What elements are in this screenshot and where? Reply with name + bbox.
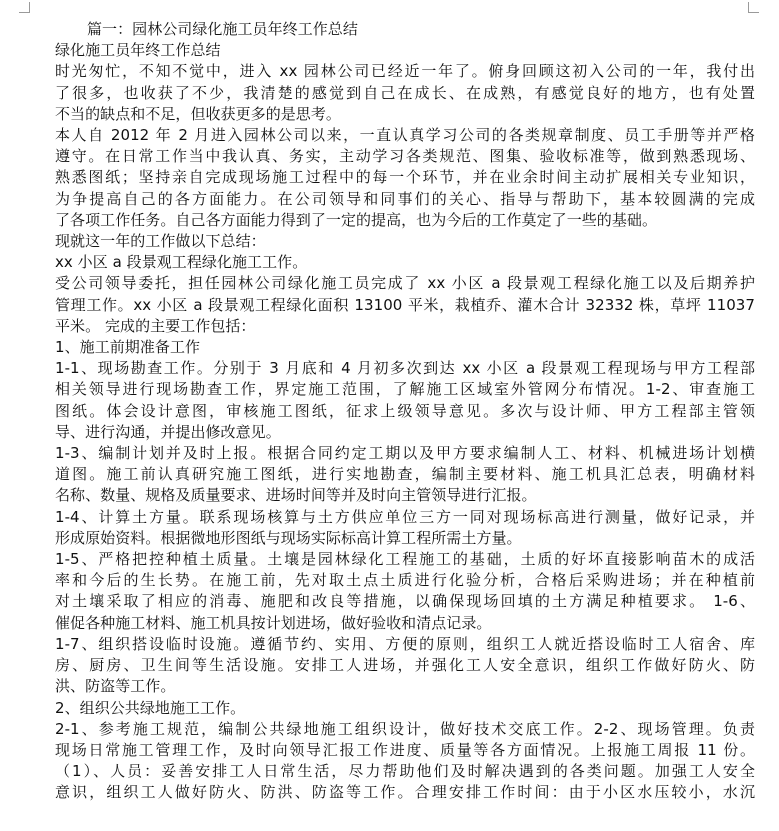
paragraph-line: 意识，组织工人做好防火、防洪、防盗等工作。合理安排工作时间：由于小区水压较小，水沉 bbox=[55, 783, 755, 802]
section-heading: 1、施工前期准备工作 bbox=[55, 338, 201, 357]
paragraph-line: 2-1、参考施工规范，编制公共绿地施工组织设计，做好技术交底工作。2-2、现场管理。负责 bbox=[55, 719, 755, 738]
document-title: 篇一：园林公司绿化施工员年终工作总结 bbox=[87, 20, 358, 38]
paragraph-line: 本人自 2012 年 2 月进入园林公司以来，一直认真学习公司的各类规章制度、员工手册等并严格 bbox=[55, 126, 755, 145]
paragraph-line: 1-5、严格把控种植土质量。土壤是园林绿化工程施工的基础，土质的好坏直接影响苗木的成活 bbox=[55, 550, 755, 569]
paragraph-line: 时光匆忙，不知不觉中，进入 xx 园林公司已经近一年了。俯身回顾这初入公司的一年，我付出 bbox=[55, 62, 755, 81]
paragraph-line: 现就这一年的工作做以下总结： bbox=[55, 232, 266, 251]
paragraph-line: 形成原始资料。根据微地形图纸与现场实际标高计算工程所需土方量。 bbox=[55, 528, 522, 547]
paragraph-line: 不当的缺点和不足，但收获更多的是思考。 bbox=[55, 104, 341, 123]
paragraph-line: 平米。 完成的主要工作包括： bbox=[55, 316, 256, 335]
margin-corner-mark-left bbox=[19, 2, 30, 13]
paragraph-line: 房、厨房、卫生间等生活设施。安排工人进场，并强化工人安全意识，组织工作做好防火、防 bbox=[55, 656, 755, 675]
paragraph-line: （1）、人员：妥善安排工人日常生活，尽力帮助他们及时解决遇到的各类问题。加强工人安全 bbox=[55, 762, 755, 781]
paragraph-line: 名称、数量、规格及质量要求、进场时间等并及时向主管领导进行汇报。 bbox=[55, 486, 537, 505]
paragraph-line: 熟悉图纸；坚持亲自完成现场施工过程中的每一个环节，并在业余时间主动扩展相关专业知识， bbox=[55, 168, 755, 187]
paragraph-line: 了很多，也收获了不少，我清楚的感觉到自己在成长、在成熟，有感觉良好的地方，也有处置 bbox=[55, 83, 755, 102]
document-body bbox=[55, 19, 755, 804]
paragraph-line: 对土壤采取了相应的消毒、施肥和改良等措施，以确保现场回填的土方满足种植要求。 1-6、 bbox=[55, 592, 755, 611]
paragraph-line: 1-1、现场勘查工作。分别于 3 月底和 4 月初多次到达 xx 小区 a 段景观工程现场与甲方工程部 bbox=[55, 359, 755, 378]
paragraph-line: 道图。施工前认真研究施工图纸，进行实地勘查，编制主要材料、施工机具汇总表，明确材料 bbox=[55, 465, 755, 484]
section-heading: 绿化施工员年终工作总结 bbox=[55, 41, 221, 60]
paragraph-line: 导、进行沟通，并提出修改意见。 bbox=[55, 422, 281, 441]
paragraph-line: 现场日常施工管理工作，及时向领导汇报工作进度、质量等各方面情况。上报施工周报 11 份。 bbox=[55, 740, 755, 759]
paragraph-line: 管理工作。xx 小区 a 段景观工程绿化面积 13100 平米，栽植乔、灌木合计 32332 株，草坪 11037 bbox=[55, 295, 755, 314]
paragraph-line: 为争提高自己的各方面能力。在公司领导和同事们的关心、指导与帮助下，基本较圆满的完成 bbox=[55, 189, 755, 208]
paragraph-line: 1-7、组织搭设临时设施。遵循节约、实用、方便的原则，组织工人就近搭设临时工人宿舍、库 bbox=[55, 634, 755, 653]
paragraph-line: 相关领导进行现场勘查工作，界定施工范围，了解施工区域室外管网分布情况。1-2、审查施工 bbox=[55, 380, 755, 399]
paragraph-line: 受公司领导委托，担任园林公司绿化施工员完成了 xx 小区 a 段景观工程绿化施工以及后期养护 bbox=[55, 274, 755, 293]
paragraph-line: 遵守。在日常工作当中我认真、务实，主动学习各类规范、图集、验收标准等，做到熟悉现场、 bbox=[55, 147, 755, 166]
paragraph-line: 了各项工作任务。自己各方面能力得到了一定的提高，也为今后的工作莫定了一些的基础。 bbox=[55, 210, 658, 229]
section-heading: xx 小区 a 段景观工程绿化施工工作。 bbox=[55, 253, 308, 272]
paragraph-line: 催促各种施工材料、施工机具按计划进场，做好验收和清点记录。 bbox=[55, 613, 492, 632]
section-heading: 2、组织公共绿地施工工作。 bbox=[55, 698, 246, 717]
paragraph-line: 率和今后的生长势。在施工前，先对取土点土质进行化验分析，合格后采购进场；并在种植前 bbox=[55, 571, 755, 590]
paragraph-line: 1-4、计算土方量。联系现场核算与土方供应单位三方一同对现场标高进行测量，做好记录，并 bbox=[55, 507, 755, 526]
paragraph-line: 洪、防盗等工作。 bbox=[55, 677, 176, 696]
margin-corner-mark-right bbox=[748, 2, 759, 13]
paragraph-line: 图纸。体会设计意图，审核施工图纸，征求上级领导意见。多次与设计师、甲方工程部主管领 bbox=[55, 401, 755, 420]
paragraph-line: 1-3、编制计划并及时上报。根据合同约定工期以及甲方要求编制人工、材料、机械进场计划横 bbox=[55, 444, 755, 463]
